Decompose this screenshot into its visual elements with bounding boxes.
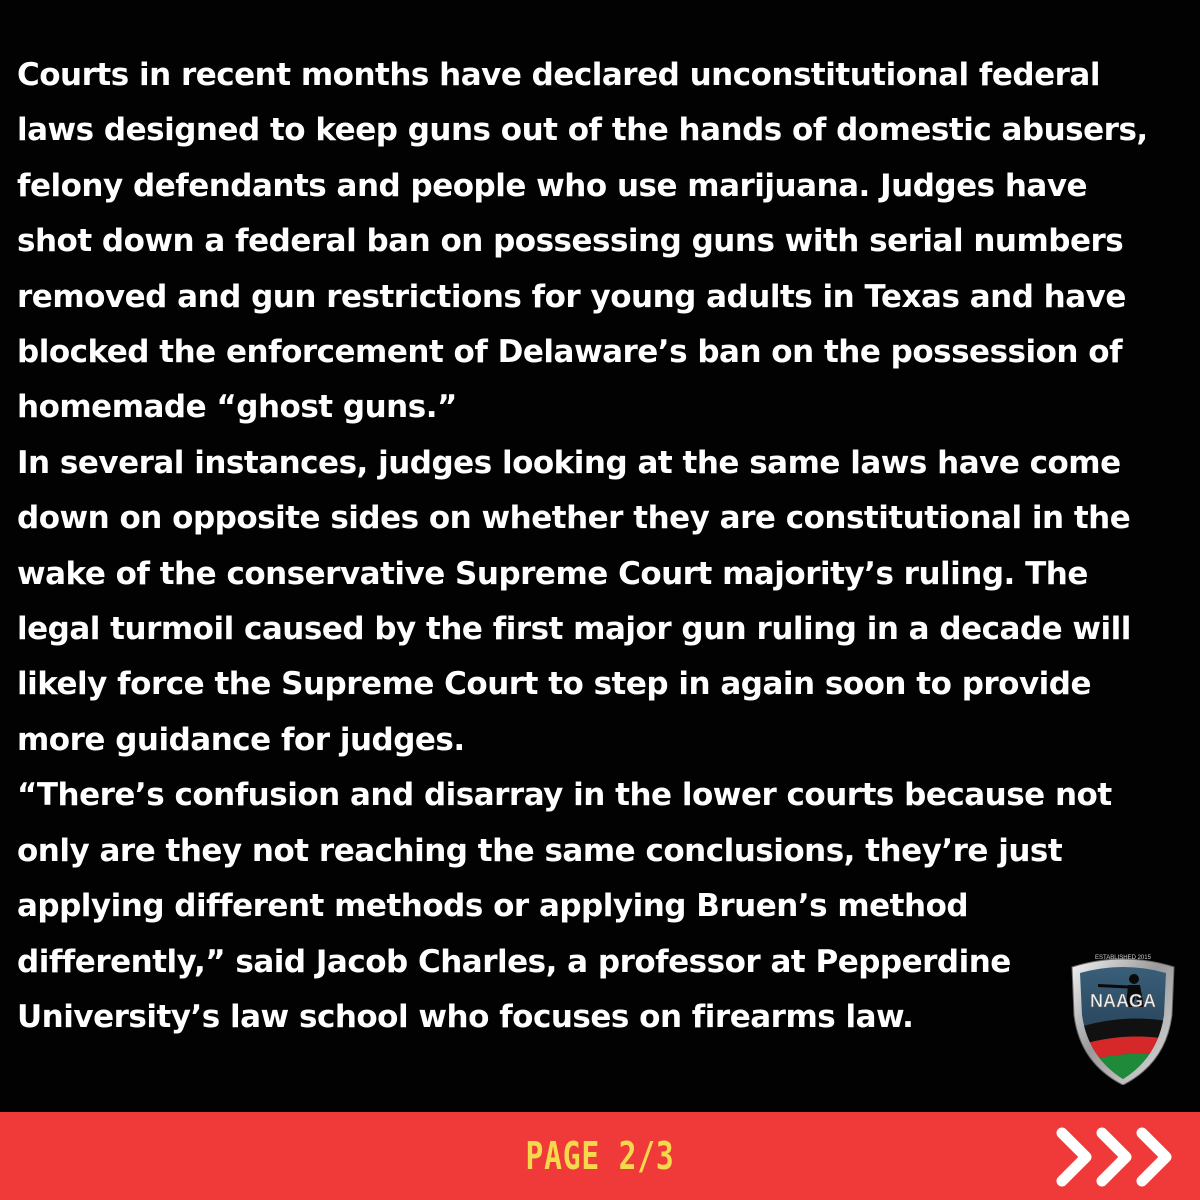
- text-line: only are they not reaching the same conclusions, they’re just: [17, 832, 1063, 869]
- text-line: homemade “ghost guns.”: [17, 389, 457, 426]
- footer-bar: [0, 1112, 1200, 1200]
- next-page-button[interactable]: [1052, 1124, 1178, 1190]
- shooter-silhouette-shield-icon: [1068, 945, 1178, 1085]
- text-line: University’s law school who focuses on firearms law.: [17, 998, 914, 1035]
- text-line: removed and gun restrictions for young adults in Texas and have: [17, 278, 1126, 315]
- logo-wordmark: NAAGA: [1090, 991, 1156, 1011]
- text-line: wake of the conservative Supreme Court majority’s ruling. The: [17, 555, 1088, 592]
- text-line: In several instances, judges looking at the same laws have come: [17, 444, 1121, 481]
- text-line: “There’s confusion and disarray in the lower courts because not: [17, 777, 1112, 814]
- text-line: down on opposite sides on whether they are constitutional in the: [17, 500, 1131, 537]
- text-line: likely force the Supreme Court to step in again soon to provide: [17, 666, 1092, 703]
- text-line: more guidance for judges.: [17, 721, 465, 758]
- triple-chevron-right-icon: [1052, 1124, 1178, 1190]
- text-line: applying different methods or applying Bruen’s method: [17, 888, 969, 925]
- text-line: blocked the enforcement of Delaware’s ban on the possession of: [17, 334, 1123, 371]
- page-indicator: PAGE 2/3: [525, 1134, 675, 1178]
- text-line: laws designed to keep guns out of the hands of domestic abusers,: [17, 112, 1148, 149]
- text-line: felony defendants and people who use marijuana. Judges have: [17, 167, 1088, 204]
- text-line: shot down a federal ban on possessing guns with serial numbers: [17, 223, 1124, 260]
- naaga-logo: [1068, 945, 1178, 1085]
- text-line: legal turmoil caused by the first major gun ruling in a decade will: [17, 611, 1131, 648]
- article-text: [17, 48, 1197, 1045]
- text-line: Courts in recent months have declared unconstitutional federal: [17, 57, 1100, 93]
- logo-established-text: ESTABLISHED 2015: [1095, 955, 1151, 961]
- text-line: differently,” said Jacob Charles, a professor at Pepperdine: [17, 943, 1011, 980]
